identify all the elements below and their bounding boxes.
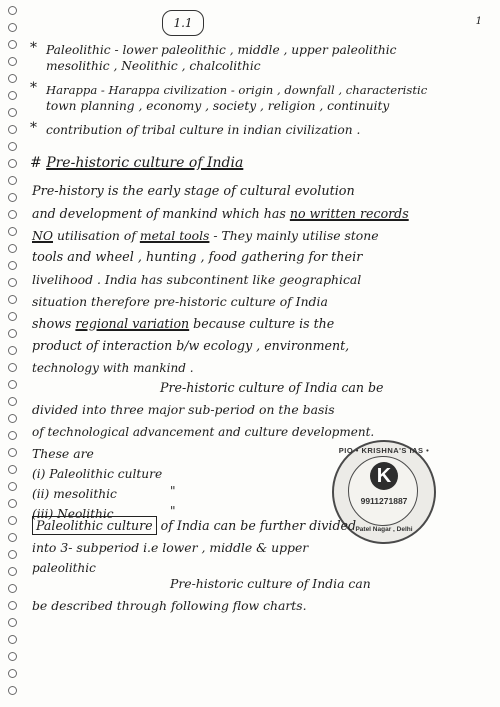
binding-hole <box>8 567 17 576</box>
paragraph-line: of technological advancement and culture development. <box>32 425 375 439</box>
paragraph-line <box>32 316 334 332</box>
binding-hole <box>8 448 17 457</box>
binding-hole <box>8 57 17 66</box>
binding-hole <box>8 550 17 559</box>
period-number: (ii) <box>32 487 50 501</box>
binding-hole <box>8 601 17 610</box>
bullet-star-icon: * <box>30 40 37 56</box>
binding-hole <box>8 414 17 423</box>
binding-hole <box>8 516 17 525</box>
period-item <box>32 466 162 482</box>
ditto-mark: " <box>170 484 176 498</box>
text-segment: shows <box>32 316 76 331</box>
binding-hole <box>8 278 17 287</box>
binding-hole <box>8 142 17 151</box>
binding-hole <box>8 159 17 168</box>
paragraph-line: paleolithic <box>32 561 96 575</box>
binding-hole <box>8 210 17 219</box>
bullet-line: town planning , economy , society , religion , continuity <box>46 99 390 113</box>
binding-hole <box>8 193 17 202</box>
binding-hole <box>8 686 17 695</box>
binding-hole <box>8 23 17 32</box>
underlined-text: NO <box>32 228 53 243</box>
stamp-bottom-text: Patel Nagar , Delhi <box>355 526 413 533</box>
binding-hole <box>8 533 17 542</box>
paragraph-line: divided into three major sub-period on the basis <box>32 402 335 417</box>
paragraph-line: These are <box>32 446 94 461</box>
stamp-top-text: PIO • KRISHNA'S IAS • <box>338 446 430 455</box>
bullet-star-icon: * <box>30 120 37 136</box>
bullet-line: contribution of tribal culture in indian civilization . <box>46 123 361 137</box>
binding-hole <box>8 397 17 406</box>
binding-hole <box>8 380 17 389</box>
bullet-star-icon: * <box>30 80 37 96</box>
binding-hole <box>8 312 17 321</box>
binding-hole <box>8 261 17 270</box>
binding-hole <box>8 618 17 627</box>
paragraph-line: livelihood . India has subcontinent like geographical <box>32 272 362 287</box>
binding-hole <box>8 363 17 372</box>
underlined-text: metal tools <box>139 228 210 243</box>
text-segment: - They mainly utilise stone <box>209 228 379 243</box>
paragraph-line: situation therefore pre-historic culture of India <box>32 294 328 309</box>
paragraph-line: product of interaction b/w ecology , environment, <box>32 338 350 353</box>
binding-hole <box>8 669 17 678</box>
binding-hole <box>8 431 17 440</box>
paragraph-line: Pre-history is the early stage of cultural evolution <box>32 184 355 199</box>
binding-hole <box>8 6 17 15</box>
binding-hole <box>8 91 17 100</box>
period-name: Paleolithic culture <box>49 467 163 481</box>
heading-marker: # <box>30 155 42 171</box>
paragraph-line: Pre-historic culture of India can <box>170 576 371 591</box>
binding-hole <box>8 74 17 83</box>
binding-hole <box>8 125 17 134</box>
text-segment: and development of mankind which has <box>32 206 290 221</box>
binding-hole <box>8 329 17 338</box>
binding-hole <box>8 244 17 253</box>
text-segment: because culture is the <box>189 316 335 331</box>
bullet-line: Paleolithic - lower paleolithic , middle , upper paleolithic <box>46 43 397 57</box>
binding-hole <box>8 652 17 661</box>
paragraph-line <box>32 206 409 222</box>
page-number: 1 <box>475 16 482 27</box>
boxed-term: Paleolithic culture <box>32 516 157 535</box>
bullet-line: Harappa - Harappa civilization - origin , downfall , characteristic <box>46 83 428 97</box>
text-segment: of India can be further divided <box>156 518 357 533</box>
binding-hole <box>8 482 17 491</box>
ditto-mark: " <box>170 504 176 518</box>
paragraph-line: tools and wheel , hunting , food gathering for their <box>32 250 363 265</box>
paragraph-line: be described through following flow charts. <box>32 598 307 613</box>
period-name: mesolithic <box>53 487 117 501</box>
period-name: Neolithic <box>57 507 114 521</box>
section-heading <box>30 155 243 171</box>
spiral-binding <box>0 0 26 707</box>
heading-text: Pre-historic culture of India <box>46 155 244 171</box>
binding-hole <box>8 227 17 236</box>
paragraph-line: into 3- subperiod i.e lower , middle & upper <box>32 540 309 555</box>
binding-hole <box>8 108 17 117</box>
paragraph-line <box>32 518 356 534</box>
paragraph-line <box>32 228 379 244</box>
binding-hole <box>8 40 17 49</box>
paragraph-line: Pre-historic culture of India can be <box>160 380 384 395</box>
stamp-phone: 9911271887 <box>360 496 408 506</box>
underlined-text: no written records <box>289 206 409 221</box>
period-number: (i) <box>32 467 46 481</box>
text-segment: utilisation of <box>53 228 140 243</box>
binding-hole <box>8 176 17 185</box>
binding-hole <box>8 295 17 304</box>
page-label-box: 1.1 <box>162 10 204 36</box>
binding-hole <box>8 584 17 593</box>
binding-hole <box>8 499 17 508</box>
binding-hole <box>8 346 17 355</box>
bullet-line: mesolithic , Neolithic , chalcolithic <box>46 59 261 73</box>
underlined-text: regional variation <box>75 316 190 331</box>
paragraph-line: technology with mankind . <box>32 361 194 375</box>
binding-hole <box>8 465 17 474</box>
stamp-logo-icon: K <box>370 462 398 490</box>
period-number: (iii) <box>32 507 54 521</box>
binding-hole <box>8 635 17 644</box>
period-item <box>32 486 117 502</box>
